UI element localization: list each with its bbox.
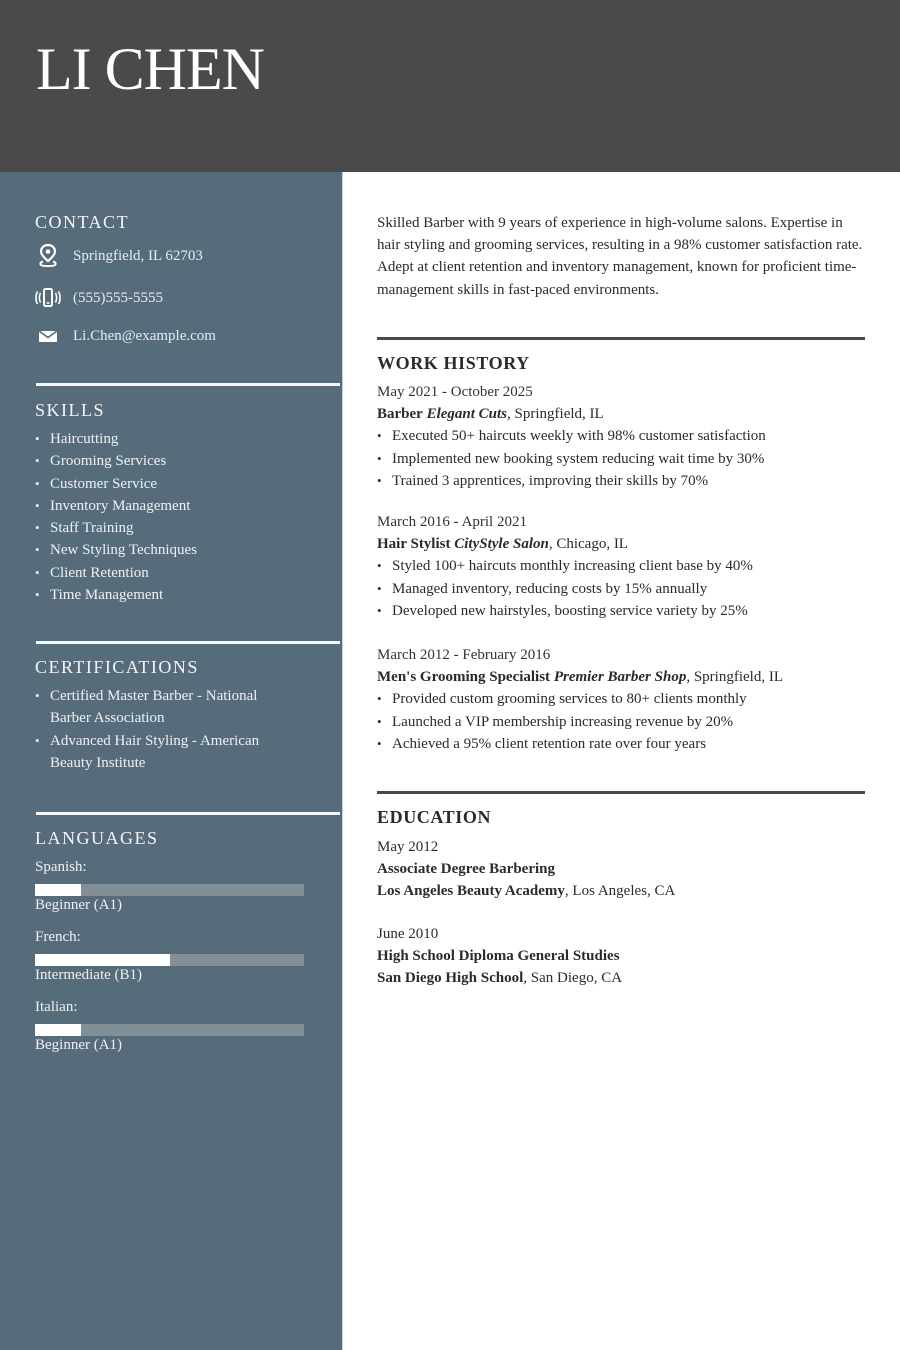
job-title-line	[377, 533, 865, 555]
certification-item: • Advanced Hair Styling - American Beauty Institute	[35, 730, 295, 775]
sidebar	[0, 172, 342, 1350]
certifications-section	[35, 656, 340, 774]
job-bullet: • Achieved a 95% client retention rate over four years	[377, 733, 865, 756]
location-pin-icon	[35, 245, 61, 267]
section-divider	[377, 791, 865, 794]
job-title-line	[377, 666, 865, 688]
education-school: San Diego High School	[377, 970, 524, 986]
candidate-name: LI CHEN	[36, 36, 264, 102]
proficiency-bar	[35, 884, 304, 896]
job-bullet: • Implemented new booking system reducing wait time by 30%	[377, 448, 865, 471]
contact-section	[35, 211, 340, 344]
contact-address-text: Springfield, IL 62703	[73, 247, 203, 264]
education-heading: EDUCATION	[377, 807, 492, 827]
contact-email-link[interactable]: Li.Chen@example.com	[73, 327, 216, 344]
job-company: CityStyle Salon	[454, 536, 549, 552]
proficiency-bar	[35, 954, 304, 966]
job-bullets	[377, 555, 865, 623]
skill-item: • Time Management	[35, 584, 340, 606]
language-spanish	[35, 858, 340, 913]
job-bullet: • Trained 3 apprentices, improving their skills by 70%	[377, 470, 865, 493]
language-name: Spanish:	[35, 859, 87, 875]
skill-item: • New Styling Techniques	[35, 539, 340, 561]
certification-item: • Certified Master Barber - National Barber Association	[35, 685, 295, 730]
languages-section	[35, 827, 340, 1067]
job-bullet: • Styled 100+ haircuts monthly increasing client base by 40%	[377, 555, 865, 578]
job-company: Elegant Cuts	[426, 406, 508, 422]
skills-list	[35, 428, 340, 606]
education-degree: High School Diploma General Studies	[377, 948, 620, 964]
contact-phone	[35, 287, 163, 309]
language-name: Italian:	[35, 999, 78, 1015]
job-bullets	[377, 688, 865, 756]
job-location: , Springfield, IL	[507, 406, 604, 422]
job-bullets	[377, 425, 865, 493]
language-name: French:	[35, 929, 81, 945]
languages-heading: LANGUAGES	[35, 828, 159, 848]
job-entry	[377, 512, 865, 623]
job-bullet: • Provided custom grooming services to 80+ clients monthly	[377, 688, 865, 711]
job-company: Premier Barber Shop	[553, 669, 687, 685]
education-school: Los Angeles Beauty Academy	[377, 883, 565, 899]
contact-address	[35, 245, 203, 267]
education-school-line	[377, 967, 865, 989]
job-title: Hair Stylist	[377, 536, 451, 552]
job-location: , Chicago, IL	[548, 536, 628, 552]
job-bullet: • Launched a VIP membership increasing revenue by 20%	[377, 711, 865, 734]
professional-summary: Skilled Barber with 9 years of experience in high-volume salons. Expertise in hair styling and grooming services, resulting in a 98% customer satisfaction rate. Adept at client retention and inventory management, known for proficient time-management skills in fast-paced environments.	[377, 215, 863, 298]
phone-icon	[35, 287, 61, 309]
job-title-line	[377, 403, 865, 425]
main-content	[342, 172, 900, 1350]
section-divider	[36, 812, 340, 815]
job-location: , Springfield, IL	[686, 669, 783, 685]
job-dates: March 2016 - April 2021	[377, 514, 527, 530]
language-french	[35, 928, 340, 983]
skill-item: • Client Retention	[35, 562, 340, 584]
contact-phone-text[interactable]: (555)555-5555	[73, 289, 163, 306]
work-history-heading: WORK HISTORY	[377, 353, 530, 373]
proficiency-fill	[35, 1024, 81, 1036]
job-bullet: • Developed new hairstyles, boosting service variety by 25%	[377, 600, 865, 623]
proficiency-bar	[35, 1024, 304, 1036]
skill-item: • Customer Service	[35, 473, 340, 495]
education-degree: Associate Degree Barbering	[377, 861, 556, 877]
job-title: Men's Grooming Specialist	[377, 669, 551, 685]
job-bullet: • Managed inventory, reducing costs by 15% annually	[377, 578, 865, 601]
summary-section	[377, 212, 865, 301]
skill-item: • Haircutting	[35, 428, 340, 450]
resume-header	[0, 0, 900, 172]
envelope-icon	[35, 325, 61, 347]
job-entry	[377, 645, 865, 756]
proficiency-level: Beginner (A1)	[35, 1037, 123, 1053]
skills-heading: SKILLS	[35, 400, 106, 420]
section-divider	[377, 337, 865, 340]
education-entry	[377, 836, 865, 902]
proficiency-level: Beginner (A1)	[35, 897, 123, 913]
education-location: , San Diego, CA	[523, 970, 623, 986]
education-entry	[377, 923, 865, 989]
education-location: , Los Angeles, CA	[564, 883, 676, 899]
education-school-line	[377, 880, 865, 902]
job-dates: May 2021 - October 2025	[377, 384, 533, 400]
proficiency-level: Intermediate (B1)	[35, 967, 143, 983]
skills-section	[35, 399, 340, 606]
education-date: June 2010	[377, 926, 439, 942]
education-date: May 2012	[377, 839, 439, 855]
proficiency-fill	[35, 884, 81, 896]
education-section	[377, 806, 865, 1006]
skill-item: • Inventory Management	[35, 495, 340, 517]
certifications-list	[35, 685, 295, 774]
job-title: Barber	[377, 406, 423, 422]
section-divider	[36, 641, 340, 644]
language-italian	[35, 998, 340, 1053]
certifications-heading: CERTIFICATIONS	[35, 657, 199, 677]
work-history-section	[377, 352, 865, 792]
contact-email	[35, 325, 216, 347]
proficiency-fill	[35, 954, 170, 966]
skill-item: • Grooming Services	[35, 450, 340, 472]
job-entry	[377, 382, 865, 493]
job-dates: March 2012 - February 2016	[377, 647, 551, 663]
section-divider	[36, 383, 340, 386]
skill-item: • Staff Training	[35, 517, 340, 539]
contact-heading: CONTACT	[35, 212, 130, 232]
job-bullet: • Executed 50+ haircuts weekly with 98% customer satisfaction	[377, 425, 865, 448]
